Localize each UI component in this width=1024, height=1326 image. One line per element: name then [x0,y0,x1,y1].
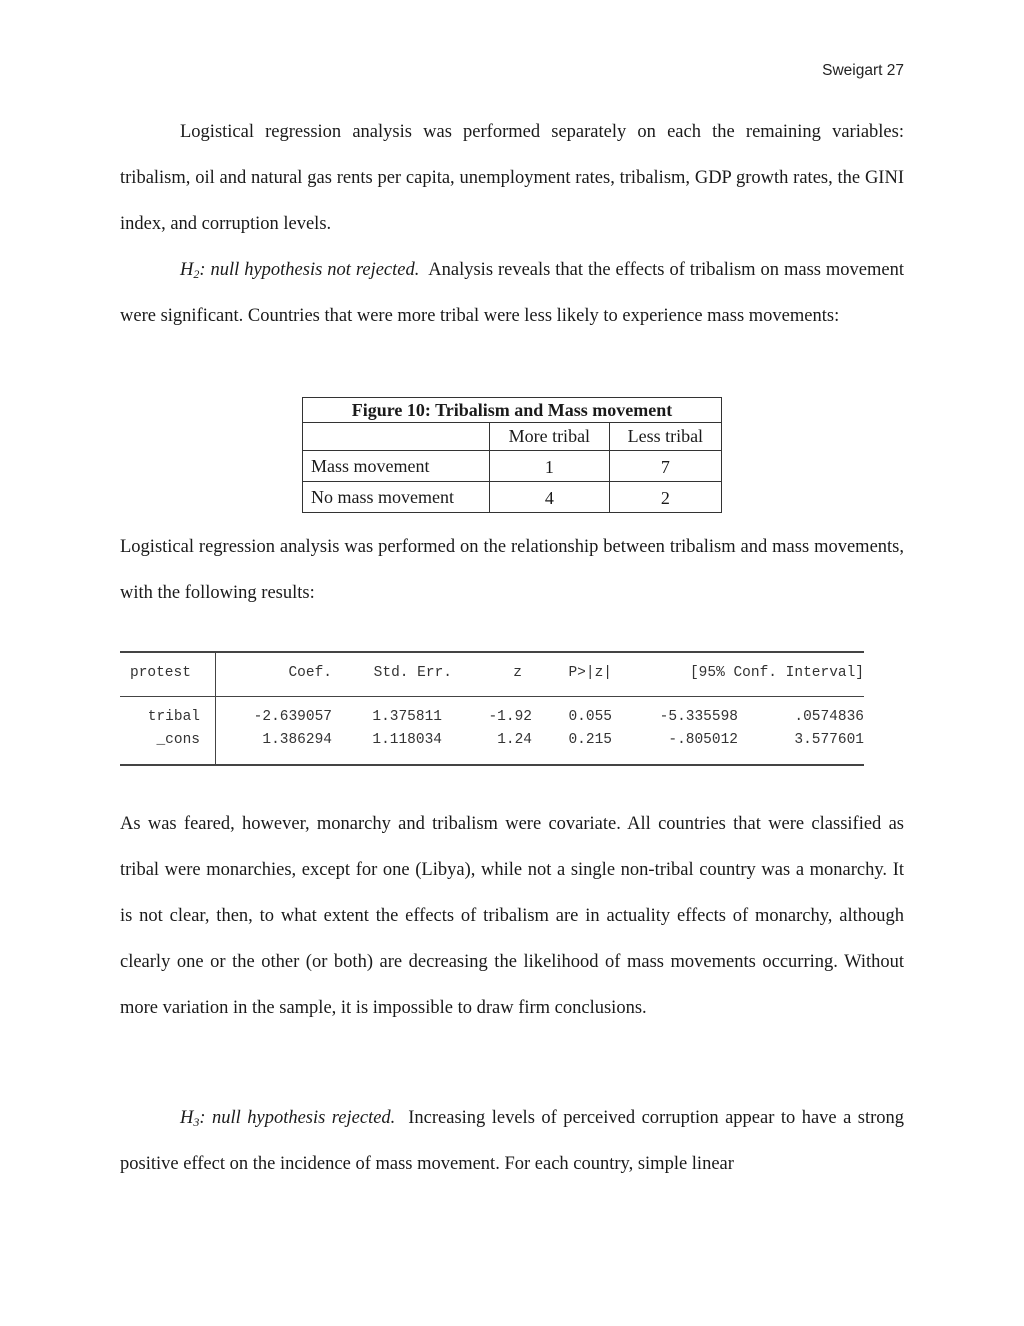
reg-z: -1.92 [488,709,532,725]
figure-10-table [302,397,722,513]
table-row [303,482,722,513]
rule-top [120,651,864,653]
reg-header-ci: [95% Conf. Interval] [689,665,864,681]
paragraph-h2-text: Analysis reveals that the effects of tribalism on mass movement were significant. Countries that were more tribal were less likely to experience mass movements: [120,260,905,326]
reg-stderr: 1.118034 [372,732,442,748]
running-head: Sweigart 27 [822,62,904,79]
table-corner-cell [303,423,490,451]
row-label-mass-movement: Mass movement [303,451,490,482]
table-row [303,451,722,482]
col-header-more-tribal: More tribal [490,423,610,451]
reg-coef: -2.639057 [253,709,332,725]
paragraph-regression-results-intro: Logistical regression analysis was performed on the relationship between tribalism and mass movements, with the following results: [120,537,904,603]
cell-value: 4 [490,482,610,513]
reg-p: 0.055 [568,709,612,725]
reg-header-stderr: Std. Err. [373,665,452,681]
cell-value: 2 [609,482,721,513]
reg-var-cons: _cons [156,732,200,748]
paragraph-h2 [120,247,904,339]
reg-ci-upper: .0574836 [794,709,864,725]
rule-vertical [215,651,216,766]
cell-value: 1 [490,451,610,482]
rule-bottom [120,764,864,766]
reg-coef: 1.386294 [262,732,332,748]
paragraph-covariate: As was feared, however, monarchy and tribalism were covariate. All countries that were classified as tribal were monarchies, except for one (Libya), while not a single non-tribal country was a monarchy. It is not clear, then, to what extent the effects of tribalism are in actuality effects of monarchy, although clearly one or the other (or both) are decreasing the likelihood of mass movements occurring. Without more variation in the sample, it is impossible to draw firm conclusions. [120,814,904,1018]
reg-ci-lower: -5.335598 [659,709,738,725]
reg-stderr: 1.375811 [372,709,442,725]
reg-ci-upper: 3.577601 [794,732,864,748]
reg-ci-lower: -.805012 [668,732,738,748]
figure-10-caption: Figure 10: Tribalism and Mass movement [303,398,722,423]
reg-var-tribal: tribal [147,709,200,725]
reg-header-protest: protest [130,665,191,681]
reg-z: 1.24 [497,732,532,748]
row-label-no-mass-movement: No mass movement [303,482,490,513]
paragraph-regression-intro: Logistical regression analysis was performed separately on each the remaining variables: tribalism, oil and natural gas rents per capita, unemployment rates, tribalism, GDP growth rates, the GINI index, and corruption levels. [120,122,904,234]
paragraph-h3-text: Increasing levels of perceived corruption appear to have a strong positive effect on the incidence of mass movement. For each country, simple linear [120,1108,904,1174]
cell-value: 7 [609,451,721,482]
reg-header-p: P>|z| [568,665,612,681]
rule-header [120,696,864,697]
regression-output [120,651,864,766]
reg-header-coef: Coef. [288,665,332,681]
reg-p: 0.215 [568,732,612,748]
hypothesis-label-h2: $H_2$: null hypothesis not rejected. [180,260,420,281]
hypothesis-label-h3: $H_3$: null hypothesis rejected. [180,1108,396,1129]
reg-header-z: z [513,665,522,681]
col-header-less-tribal: Less tribal [609,423,721,451]
paragraph-h3 [120,1095,904,1187]
